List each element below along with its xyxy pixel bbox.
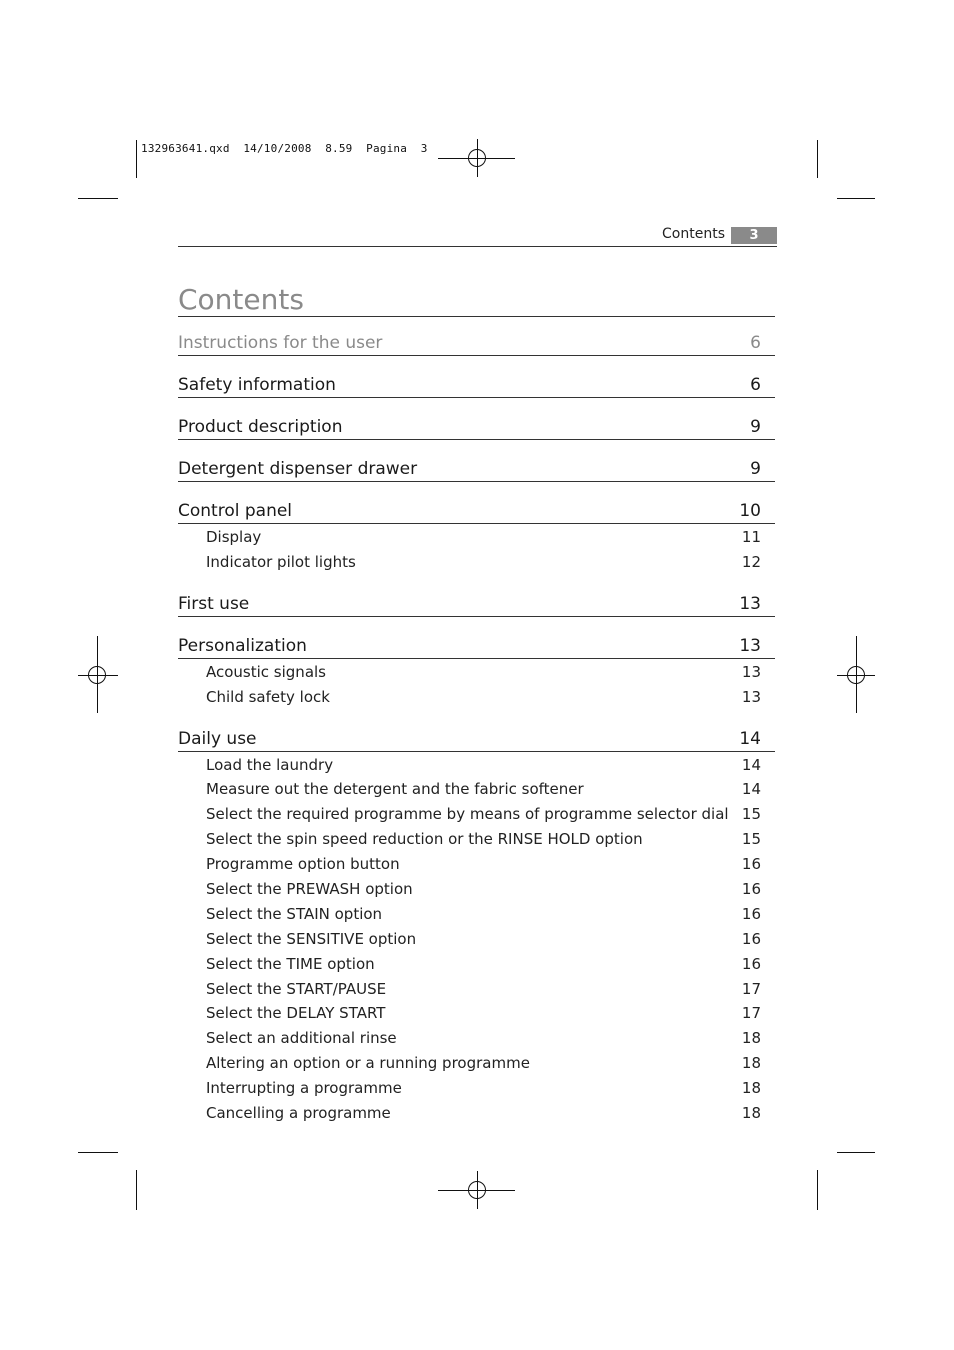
registration-circle-icon xyxy=(847,666,865,684)
toc-subsection-page: 14 xyxy=(741,755,761,774)
toc-section-heading[interactable] xyxy=(178,409,775,440)
toc-subsection-page: 14 xyxy=(741,780,761,799)
toc-subsection-item[interactable] xyxy=(178,777,775,802)
toc-section-heading[interactable] xyxy=(178,628,775,659)
registration-circle-icon xyxy=(468,1181,486,1199)
toc-section-heading[interactable] xyxy=(178,721,775,752)
crop-mark xyxy=(136,140,137,178)
toc-subsection-title: Select the PREWASH option xyxy=(206,880,413,899)
toc-section-heading[interactable] xyxy=(178,586,775,617)
toc-subsection-item[interactable] xyxy=(178,1076,775,1101)
toc-subsection-item[interactable] xyxy=(178,877,775,902)
toc-subsection-title: Select the spin speed reduction or the RINSE HOLD option xyxy=(206,830,643,849)
crop-mark xyxy=(78,198,118,199)
toc-subsection-page: 11 xyxy=(741,528,761,546)
toc-subsection-list xyxy=(178,524,775,575)
toc-subsection-list xyxy=(178,752,775,1126)
toc-subsection-item[interactable] xyxy=(178,927,775,952)
toc-subsection-title: Select the TIME option xyxy=(206,954,375,973)
toc-subsection-title: Child safety lock xyxy=(206,687,330,706)
toc-subsection-title: Measure out the detergent and the fabric softener xyxy=(206,780,584,799)
toc-subsection-item[interactable] xyxy=(178,685,775,710)
toc-subsection-page: 18 xyxy=(741,1104,761,1123)
toc-section-title: Control panel xyxy=(178,501,293,521)
toc-subsection-page: 18 xyxy=(741,1054,761,1073)
toc-subsection-title: Select the STAIN option xyxy=(206,904,383,923)
toc-subsection-title: Load the laundry xyxy=(206,755,334,774)
toc-section-title: Safety information xyxy=(178,375,336,395)
toc-subsection-title: Indicator pilot lights xyxy=(206,552,356,571)
toc-subsection-page: 18 xyxy=(741,1079,761,1098)
toc-subsection-title: Select the DELAY START xyxy=(206,1004,386,1023)
table-of-contents xyxy=(178,325,775,1137)
toc-subsection-title: Select the SENSITIVE option xyxy=(206,929,417,948)
crop-mark xyxy=(78,1152,118,1153)
toc-subsection-page: 16 xyxy=(741,904,761,923)
toc-section-title: Personalization xyxy=(178,635,307,656)
toc-subsection-item[interactable] xyxy=(178,525,775,550)
toc-subsection-title: Select an additional rinse xyxy=(206,1029,397,1048)
toc-subsection-item[interactable] xyxy=(178,902,775,927)
toc-subsection-title: Select the START/PAUSE xyxy=(206,979,387,998)
toc-subsection-item[interactable] xyxy=(178,550,775,575)
crop-mark xyxy=(817,140,818,178)
registration-circle-icon xyxy=(88,666,106,684)
toc-subsection-list xyxy=(178,659,775,710)
toc-subsection-page: 17 xyxy=(741,1004,761,1023)
toc-subsection-item[interactable] xyxy=(178,1026,775,1051)
toc-section-title: First use xyxy=(178,593,250,614)
toc-subsection-item[interactable] xyxy=(178,977,775,1002)
toc-subsection-page: 17 xyxy=(741,979,761,998)
crop-mark xyxy=(837,1152,875,1153)
toc-subsection-page: 15 xyxy=(741,805,761,824)
toc-subsection-item[interactable] xyxy=(178,660,775,685)
toc-section-title: Daily use xyxy=(178,728,257,749)
print-slug: 132963641.qxd 14/10/2008 8.59 Pagina 3 xyxy=(141,142,428,155)
toc-subsection-page: 12 xyxy=(741,552,761,571)
toc-section-heading[interactable] xyxy=(178,451,775,482)
toc-subsection-item[interactable] xyxy=(178,1001,775,1026)
toc-subsection-page: 16 xyxy=(741,880,761,899)
toc-section xyxy=(178,325,775,367)
crop-mark xyxy=(817,1170,818,1210)
toc-section-heading[interactable] xyxy=(178,367,775,398)
toc-section-page: 13 xyxy=(739,635,761,656)
toc-subsection-item[interactable] xyxy=(178,1101,775,1126)
toc-subsection-item[interactable] xyxy=(178,753,775,778)
toc-section-title: Detergent dispenser drawer xyxy=(178,459,418,479)
toc-subsection-item[interactable] xyxy=(178,827,775,852)
toc-section-page: 10 xyxy=(739,501,761,521)
toc-section-page: 9 xyxy=(750,417,761,437)
toc-subsection-item[interactable] xyxy=(178,852,775,877)
toc-subsection-title: Select the required programme by means of programme selector dial xyxy=(206,805,729,824)
toc-subsection-page: 16 xyxy=(741,855,761,874)
toc-subsection-item[interactable] xyxy=(178,952,775,977)
toc-section xyxy=(178,451,775,493)
toc-section-heading[interactable] xyxy=(178,493,775,524)
toc-section xyxy=(178,367,775,409)
page-header xyxy=(178,225,777,247)
toc-section-title: Instructions for the user xyxy=(178,333,383,353)
toc-section-heading[interactable] xyxy=(178,325,775,356)
toc-section-title: Product description xyxy=(178,417,343,437)
toc-subsection-page: 15 xyxy=(741,830,761,849)
toc-section xyxy=(178,409,775,451)
toc-subsection-title: Altering an option or a running programme xyxy=(206,1054,530,1073)
toc-subsection-page: 13 xyxy=(741,662,761,681)
toc-section xyxy=(178,586,775,628)
toc-subsection-title: Programme option button xyxy=(206,855,400,874)
toc-subsection-page: 18 xyxy=(741,1029,761,1048)
toc-subsection-page: 13 xyxy=(741,687,761,706)
toc-subsection-title: Cancelling a programme xyxy=(206,1104,391,1123)
registration-circle-icon xyxy=(468,149,486,167)
toc-subsection-title: Acoustic signals xyxy=(206,662,326,681)
header-label: Contents xyxy=(662,226,725,242)
toc-section-page: 14 xyxy=(739,728,761,749)
page-title: Contents xyxy=(178,284,775,317)
toc-section xyxy=(178,628,775,721)
toc-section-page: 13 xyxy=(739,593,761,614)
toc-section-page: 6 xyxy=(750,333,761,353)
toc-subsection-item[interactable] xyxy=(178,1051,775,1076)
header-page-number: 3 xyxy=(731,227,777,244)
toc-subsection-page: 16 xyxy=(741,929,761,948)
toc-subsection-title: Display xyxy=(206,528,262,546)
toc-subsection-item[interactable] xyxy=(178,802,775,827)
toc-subsection-title: Interrupting a programme xyxy=(206,1079,402,1098)
toc-section xyxy=(178,493,775,586)
toc-subsection-page: 16 xyxy=(741,954,761,973)
toc-section xyxy=(178,721,775,1137)
crop-mark xyxy=(837,198,875,199)
toc-section-page: 6 xyxy=(750,375,761,395)
crop-mark xyxy=(136,1170,137,1210)
toc-section-page: 9 xyxy=(750,459,761,479)
